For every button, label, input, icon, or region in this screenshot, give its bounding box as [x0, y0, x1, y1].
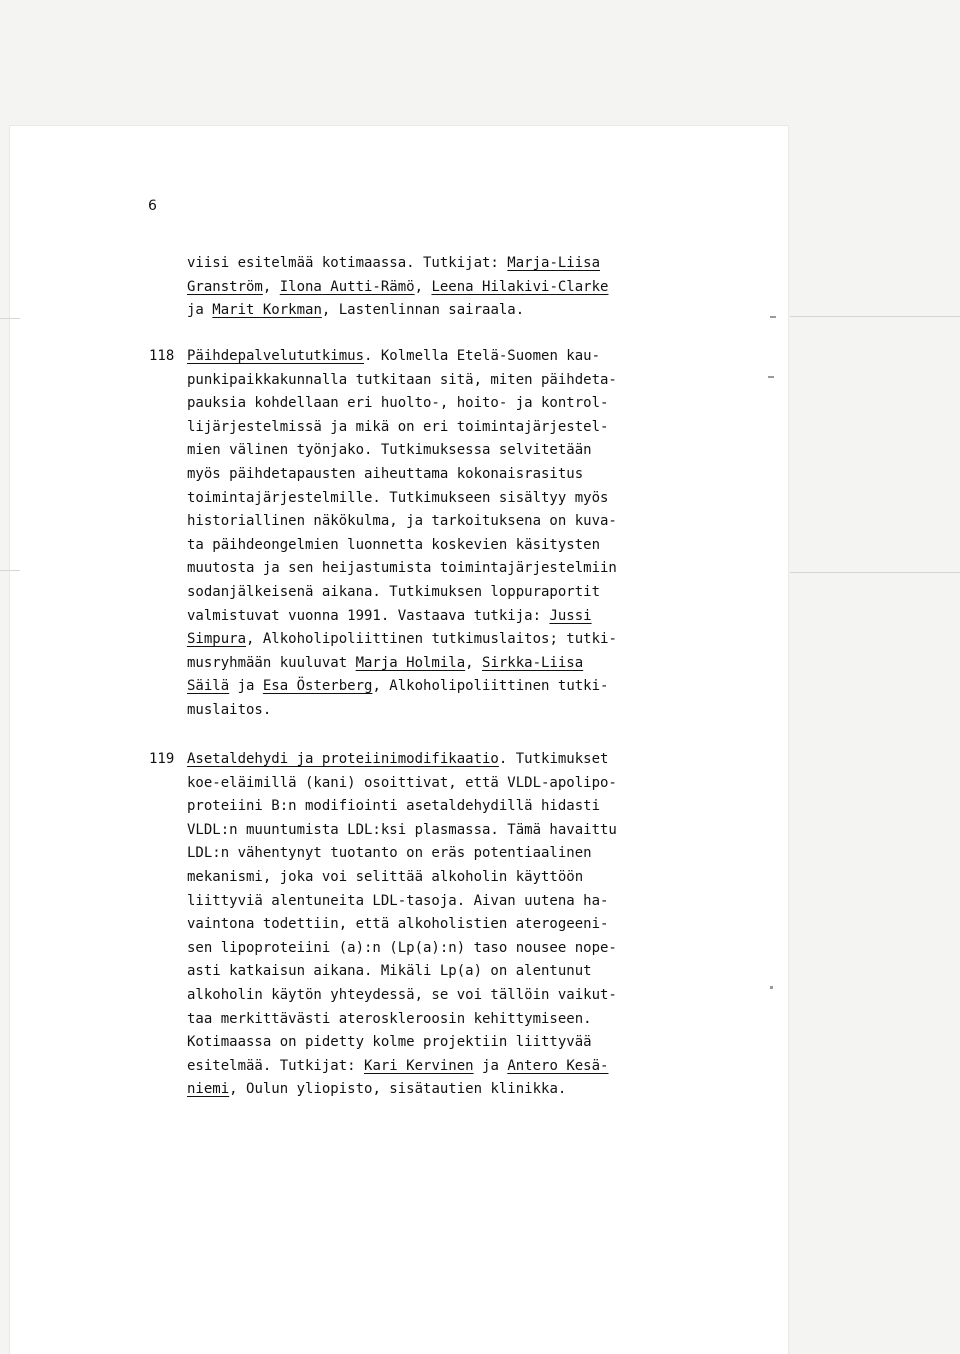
- text-line: [187, 795, 687, 819]
- text-segment: valmistuvat vuonna 1991. Vastaava tutkija:: [187, 607, 550, 624]
- text-segment: taa merkittävästi ateroskleroosin kehittymiseen.: [187, 1010, 592, 1027]
- text-line: [187, 937, 687, 961]
- text-line: [187, 605, 687, 629]
- text-line: [187, 487, 687, 511]
- text-segment: Kotimaassa on pidetty kolme projektiin liittyvää: [187, 1034, 592, 1051]
- text-segment: , Lastenlinnan sairaala.: [321, 302, 525, 319]
- text-line: [187, 699, 687, 723]
- text-line: [187, 299, 687, 323]
- text-line: [187, 276, 687, 300]
- paragraph-continuation: [187, 252, 687, 323]
- text-segment: muslaitos.: [187, 701, 272, 718]
- text-segment: sodanjälkeisenä aikana. Tutkimuksen loppuraportit: [187, 583, 601, 600]
- text-segment: koe-eläimillä (kani) osoittivat, että VLDL-apolipo-: [187, 774, 617, 791]
- underlined-text: Simpura: [187, 631, 247, 648]
- scan-artifact-mark: [770, 986, 773, 989]
- list-item-119: [149, 748, 687, 1102]
- text-segment: lijärjestelmissä ja mikä on eri toimintajärjestel-: [187, 418, 609, 435]
- text-segment: esitelmää. Tutkijat:: [187, 1057, 365, 1074]
- text-segment: . Tutkimukset: [498, 751, 609, 767]
- text-line: [187, 628, 687, 652]
- underlined-text: Marja Holmila: [355, 654, 466, 671]
- underlined-text: Sirkka-Liisa: [482, 654, 584, 671]
- text-line: [187, 557, 687, 581]
- text-line: [187, 819, 687, 843]
- text-line: [187, 581, 687, 605]
- text-line: [187, 416, 687, 440]
- text-line: [187, 439, 687, 463]
- underlined-text: Jussi: [549, 607, 592, 624]
- underlined-text: niemi: [187, 1081, 230, 1098]
- text-segment: mekanismi, joka voi selittää alkoholin käyttöön: [187, 868, 584, 885]
- underlined-text: Asetaldehydi ja proteiinimodifikaatio: [187, 751, 499, 767]
- text-segment: mien välinen työnjako. Tutkimuksessa selvitetään: [187, 442, 592, 459]
- text-line: [187, 252, 687, 276]
- text-segment: ta päihdeongelmien luonnetta koskevien käsitysten: [187, 536, 601, 553]
- text-line: [187, 984, 687, 1008]
- text-segment: , Oulun yliopisto, sisätautien klinikka.: [229, 1081, 567, 1098]
- page-number: 6: [148, 198, 157, 214]
- text-line: [187, 652, 687, 676]
- item-number: 118: [149, 348, 175, 364]
- scan-artifact-line: [790, 572, 960, 573]
- underlined-text: Marja-Liisa: [507, 255, 601, 271]
- text-line: [187, 345, 687, 369]
- text-segment: sen lipoproteiini (a):n (Lp(a):n) taso nousee nope-: [187, 939, 617, 956]
- underlined-text: Esa Österberg: [262, 678, 373, 695]
- text-line: [187, 1031, 687, 1055]
- text-line: [187, 369, 687, 393]
- underlined-text: Ilona Autti-Rämö: [279, 278, 415, 295]
- scan-artifact-line: [0, 318, 20, 319]
- text-segment: viisi esitelmää kotimaassa. Tutkijat:: [187, 255, 508, 271]
- text-segment: ,: [414, 278, 432, 295]
- text-line: [187, 866, 687, 890]
- text-segment: LDL:n vähentynyt tuotanto on eräs potentiaalinen: [187, 845, 592, 862]
- underlined-text: Kari Kervinen: [364, 1057, 474, 1074]
- underlined-text: Päihdepalvelututkimus: [187, 348, 365, 364]
- text-segment: ,: [465, 654, 483, 671]
- underlined-text: Antero Kesä-: [507, 1057, 609, 1074]
- text-segment: musryhmään kuuluvat: [187, 654, 356, 671]
- text-segment: myös päihdetapausten aiheuttama kokonaisrasitus: [187, 465, 584, 482]
- text-segment: ja: [187, 302, 213, 319]
- underlined-text: Marit Korkman: [212, 302, 322, 319]
- text-line: [187, 890, 687, 914]
- underlined-text: Leena Hilakivi-Clarke: [431, 278, 609, 295]
- text-segment: , Alkoholipoliittinen tutki-: [372, 678, 609, 695]
- text-line: [187, 842, 687, 866]
- text-segment: muutosta ja sen heijastumista toimintajärjestelmiin: [187, 560, 617, 577]
- text-segment: historiallinen näkökulma, ja tarkoituksena on kuva-: [187, 513, 617, 530]
- text-segment: pauksia kohdellaan eri huolto-, hoito- ja kontrol-: [187, 395, 609, 412]
- scan-artifact-line: [0, 570, 20, 571]
- list-item-118: [149, 345, 687, 723]
- underlined-text: Säilä: [187, 678, 230, 695]
- text-segment: VLDL:n muuntumista LDL:ksi plasmassa. Tämä havaittu: [187, 821, 617, 838]
- text-line: [187, 960, 687, 984]
- text-line: [187, 748, 687, 772]
- text-line: [187, 463, 687, 487]
- text-segment: proteiini B:n modifiointi asetaldehydillä hidasti: [187, 798, 601, 815]
- underlined-text: Granström: [187, 278, 263, 295]
- scan-artifact-mark: [768, 376, 774, 378]
- text-line: [187, 534, 687, 558]
- scan-artifact-mark: [770, 316, 776, 318]
- text-segment: ja: [473, 1057, 508, 1074]
- text-segment: ja: [229, 678, 263, 695]
- text-line: [187, 1055, 687, 1079]
- item-number: 119: [149, 751, 175, 767]
- text-segment: . Kolmella Etelä-Suomen kau-: [364, 348, 601, 364]
- text-segment: toimintajärjestelmille. Tutkimukseen sisältyy myös: [187, 489, 609, 506]
- text-segment: liittyviä alentuneita LDL-tasoja. Aivan uutena ha-: [187, 892, 609, 909]
- text-line: [187, 675, 687, 699]
- text-line: [187, 1078, 687, 1102]
- text-segment: , Alkoholipoliittinen tutkimuslaitos; tutki-: [246, 631, 617, 648]
- text-line: [187, 510, 687, 534]
- text-line: [187, 392, 687, 416]
- text-line: [187, 772, 687, 796]
- text-segment: alkoholin käytön yhteydessä, se voi tällöin vaikut-: [187, 986, 617, 1003]
- scan-artifact-line: [790, 316, 960, 317]
- text-segment: ,: [262, 278, 280, 295]
- text-line: [187, 1008, 687, 1032]
- text-segment: vaintona todettiin, että alkoholistien aterogeeni-: [187, 916, 609, 933]
- text-segment: asti katkaisun aikana. Mikäli Lp(a) on alentunut: [187, 963, 592, 980]
- text-line: [187, 913, 687, 937]
- text-segment: punkipaikkakunnalla tutkitaan sitä, miten päihdeta-: [187, 371, 617, 388]
